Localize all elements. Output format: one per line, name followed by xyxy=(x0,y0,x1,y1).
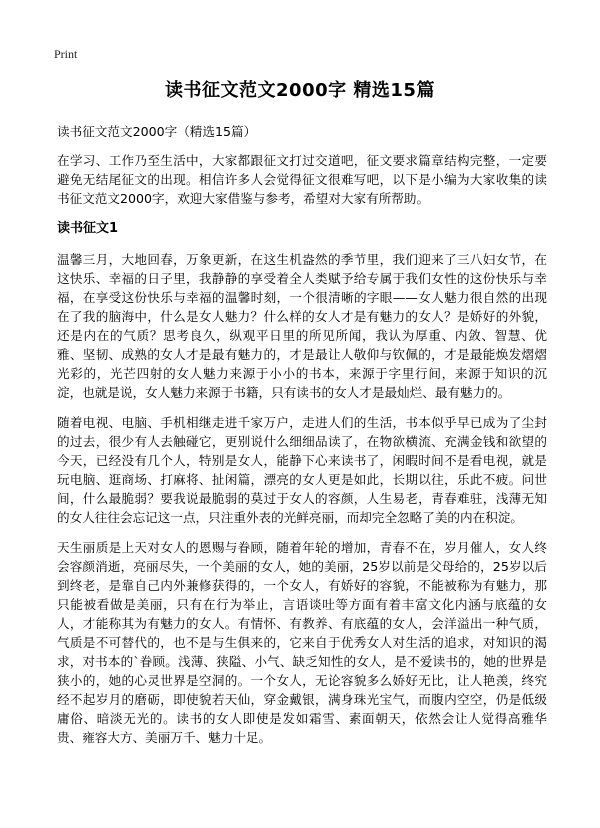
body-paragraph-3: 天生丽质是上天对女人的恩赐与眷顾，随着年轮的增加，青春不在，岁月催人，女人终会容颜消逝，亮丽尽失，一个美丽的女人，她的美丽，25岁以前是父母给的，25岁以后到终老，是靠自己内外兼修获得的，一个女人，有娇好的容貌，不能被称为有魅力，那只能被看做是美丽，只有在行为举止，言语谈吐等方面有着丰富文化内涵与底蕴的女人，才能称其为有魅力的女人。有情怀、有教养、有底蕴的女人，会洋溢出一种气质，气质是不可替代的，也不是与生俱来的，它来自于优秀女人对生活的追求，对知识的渴求，对书本的`眷顾。浅薄、狭隘、小气、缺乏知性的女人，是不爱读书的，她的世界是狭小的，她的心灵世界是空洞的。一个女人，无论容貌多么娇好无比，让人艳羡，终究经不起岁月的磨砺，即使貌若天仙，穿金戴银，满身珠光宝气，而腹内空空，仍是低级庸俗、暗淡无光的。读书的女人即使是发如霜雪、素面朝天，依然会让人觉得高雅华贵、雍容大方、美丽万千、魅力十足。 xyxy=(57,540,547,745)
section-heading: 读书征文1 xyxy=(57,221,119,236)
body-paragraph-2: 随着电视、电脑、手机相继走进千家万户，走进人们的生活，书本似乎早已成为了尘封的过去，很少有人去触碰它，更别说什么细细品读了，在物欲横流、充满金钱和欲望的今天，已经没有几个人，特别是女人，能静下心来读书了，闲暇时间不是看电视，就是玩电脑、逛商场、打麻将、扯闲篇，漂亮的女人更是如此，长期以往，乐此不疲。问世间，什么最脆弱？要我说最脆弱的莫过于女人的容颜，人生易老，青春难驻，浅薄无知的女人往往会忘记这一点，只注重外表的光鲜亮丽，而却完全忽略了美的内在积淀。 xyxy=(57,415,547,525)
intro-paragraph: 在学习、工作乃至生活中，大家都跟征文打过交道吧，征文要求篇章结构完整，一定要避免无结尾征文的出现。相信许多人会觉得征文很难写吧，以下是小编为大家收集的读书征文范文2000字，欢迎大家借鉴与参考，希望对大家有所帮助。 xyxy=(57,153,547,206)
document-body xyxy=(57,122,547,758)
body-paragraph-1: 温馨三月，大地回春，万象更新，在这生机盎然的季节里，我们迎来了三八妇女节，在这快乐、幸福的日子里，我静静的享受着全人类赋予给专属于我们女性的这份快乐与幸福，在享受这份快乐与幸福的温馨时刻，一个很清晰的字眼——女人魅力很自然的出现在了我的脑海中，什么是女人魅力？什么样的女人才是有魅力的女人？是娇好的外貌，还是内在的气质？思考良久，纵观平日里的所见所闻，我认为厚重、内敛、智慧、优雅、坚韧、成熟的女人才是最有魅力的，才是最让人敬仰与钦佩的，才是最能焕发熠熠光彩的，光芒四射的女人魅力来源于小小的书本，来源于字里行间，来源于知识的沉淀，也就是说，女人魅力来源于书籍，只有读书的女人才是最灿烂、最有魅力的。 xyxy=(57,252,547,400)
document-title: 读书征文范文2000字 精选15篇 xyxy=(165,80,435,101)
document-subtitle: 读书征文范文2000字（精选15篇） xyxy=(57,124,257,139)
print-label: Print xyxy=(54,47,78,61)
